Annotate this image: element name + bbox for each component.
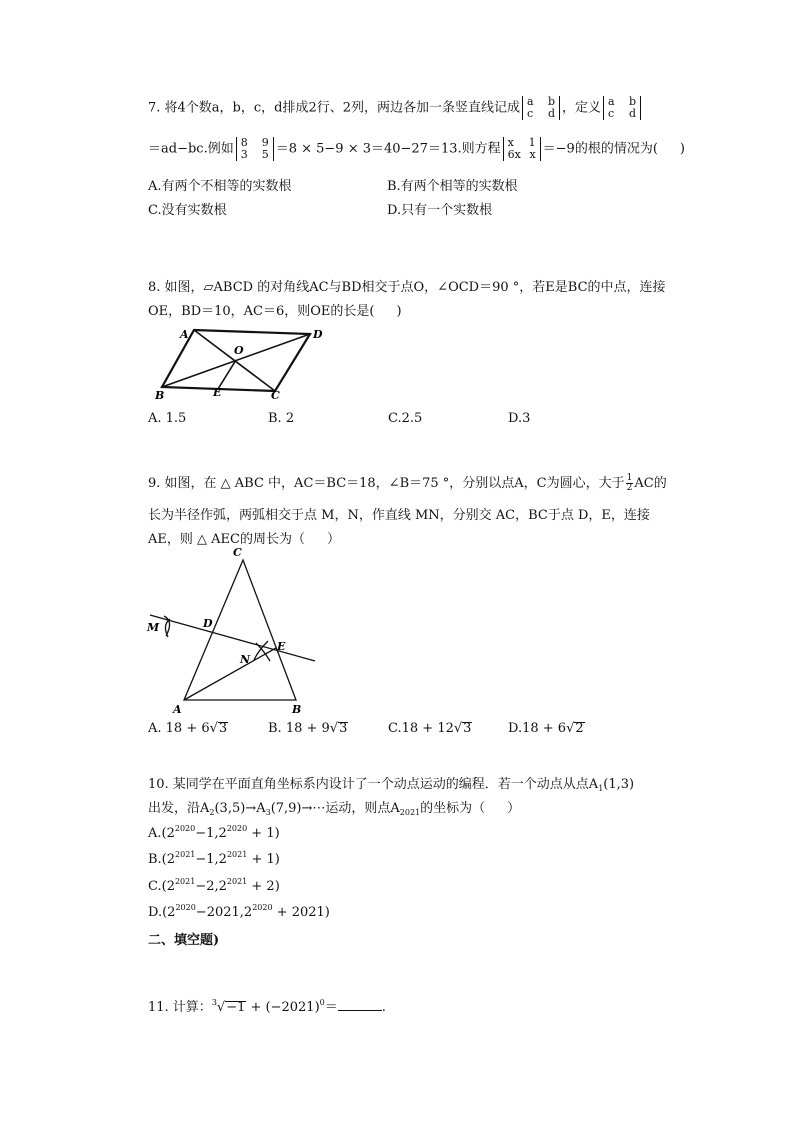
q9-fraction-half: $\frac{1}{2}$ (626, 473, 633, 493)
q8-label-e: E (213, 386, 222, 399)
q9-line3: AE，则 △ AEC的周长为（ ） (148, 532, 340, 547)
q7-det-example: 8 9 3 5 (236, 137, 274, 161)
q10-line1: 10. 某同学在平面直角坐标系内设计了一个动点运动的编程．若一个动点从点$A_1(1,3)$ (148, 777, 635, 793)
q8-label-a: A (180, 328, 189, 341)
q9-option-a[interactable]: A. 18 + 6√3 (148, 721, 228, 736)
q7-option-d[interactable]: D.只有一个实数根 (387, 203, 493, 218)
q9-label-d: D (203, 617, 213, 630)
q7-option-c[interactable]: C.没有实数根 (148, 203, 227, 218)
q9-line2: 长为半径作弧，两弧相交于点 M，N，作直线 MN，分别交 AC，BC于点 D，E，连接 (148, 508, 650, 523)
q10-option-a[interactable]: $A.(2^{2020}-1,2^{2020} + 1)$ (148, 824, 280, 841)
q9-triangle-figure (140, 543, 330, 718)
q7-det-abcd: a b c d (522, 96, 560, 120)
q9-label-m: M (147, 621, 160, 634)
q8-option-c[interactable]: C.2.5 (388, 411, 423, 426)
q7-line1: 7. 将4个数a，b，c，d排成2行、2列，两边各加一条竖直线记成 a b c d ，定义 a b c d (148, 96, 643, 120)
q10-line2: 出发，沿$A_2(3,5)\to A_3(7,9)\to\cdots$运动，则点$A_{2021}$的坐标为（ ） (148, 801, 521, 817)
q9-label-b: B (292, 703, 302, 716)
q7-det-equation: x 1 6x x (503, 137, 541, 161)
q7-option-b[interactable]: B.有两个相等的实数根 (387, 179, 518, 194)
q8-label-b: B (155, 389, 165, 402)
q10-option-b[interactable]: $B.(2^{2021}-1,2^{2021} + 1)$ (148, 850, 280, 867)
section-title-fill-in: 二、填空题) (148, 933, 220, 948)
q10-option-c[interactable]: $C.(2^{2021}-2,2^{2021} + 2)$ (148, 877, 280, 894)
q8-parallelogram-figure (150, 322, 330, 402)
q9-triangle-abc (184, 560, 296, 700)
q8-label-o: O (234, 344, 244, 357)
q9-option-c[interactable]: C.18 + 12√3 (388, 721, 472, 736)
q8-line2: OE，BD＝10，AC＝6，则OE的长是( ) (148, 304, 402, 319)
q7-det-abcd-def: a b c d (603, 96, 641, 120)
q9-label-a: A (173, 703, 182, 716)
q9-line-mn (150, 615, 315, 661)
q8-label-c: C (271, 389, 280, 402)
q7-line2: ＝ad−bc.例如 8 9 3 5 ＝8 × 5−9 × 3＝40−27＝13.则方程 x 1 6x x ＝−9的根的情况为( ) (148, 136, 685, 161)
q9-label-n: N (240, 653, 251, 666)
q9-label-e: E (277, 640, 286, 653)
q9-option-d[interactable]: D.18 + 6√2 (508, 721, 584, 736)
q9-line1: 9. 如图，在 △ ABC 中，AC＝BC＝18，∠B＝75 °，分别以点A，C为圆心，大于 $\frac{1}{2}$ AC的 (148, 473, 667, 493)
q11-answer-blank[interactable] (338, 998, 382, 1011)
q10-option-d[interactable]: $D.(2^{2020}-2021,2^{2020} + 2021)$ (148, 903, 330, 920)
q8-label-d: D (313, 328, 323, 341)
q8-option-d[interactable]: D.3 (508, 411, 531, 426)
q11-line: 11. 计算：$^3√-1 + (-2021)^0=$ . (148, 998, 386, 1015)
q8-line1: 8. 如图，▱ABCD 的对角线AC与BD相交于点O，∠OCD＝90 °，若E是BC的中点，连接 (148, 280, 666, 295)
q8-option-a[interactable]: A. 1.5 (148, 411, 187, 426)
q8-option-b[interactable]: B. 2 (268, 411, 295, 426)
q9-option-b[interactable]: B. 18 + 9√3 (268, 721, 348, 736)
q9-label-c: C (233, 546, 242, 559)
q7-option-a[interactable]: A.有两个不相等的实数根 (148, 179, 292, 194)
q9-segment-ae (184, 648, 276, 700)
